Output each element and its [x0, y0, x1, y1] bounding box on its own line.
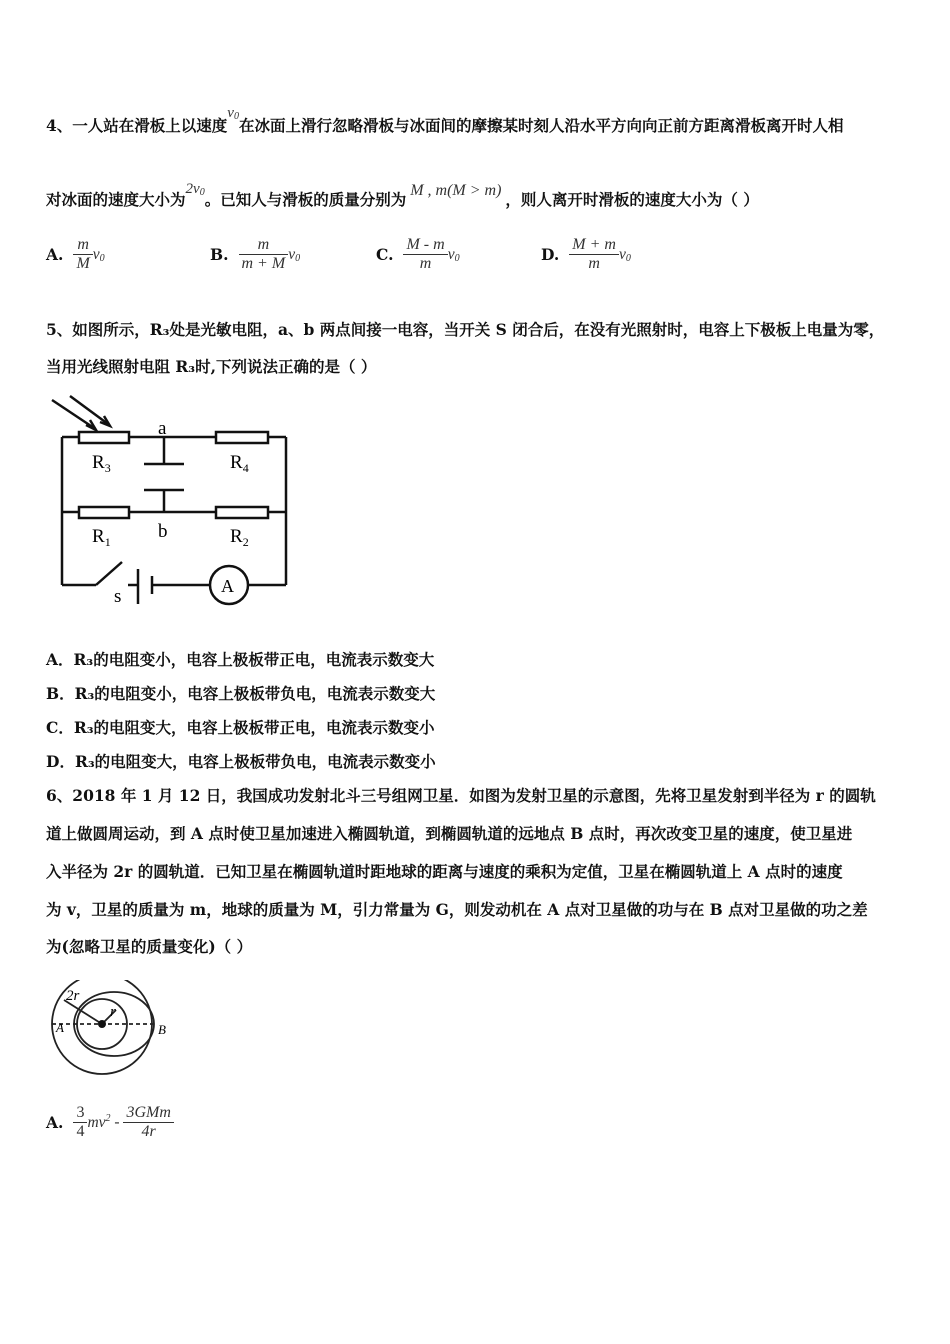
option-label: D.: [541, 245, 560, 264]
label-r: r: [110, 1004, 116, 1020]
resistor-r2: [216, 507, 268, 518]
label-s: s: [114, 586, 122, 607]
q6-line2: 道上做圆周运动，到 A 点时使卫星加速进入椭圆轨道，到椭圆轨道的远地点 B 点时，再次改变卫星的速度，使卫星进: [46, 824, 853, 843]
label-r3: $R_3$: [92, 452, 111, 475]
suffix-sub: 0: [99, 252, 105, 264]
label-ammeter: A: [221, 576, 234, 596]
suffix-letter: v: [618, 245, 626, 263]
label-2r: 2r: [66, 988, 80, 1004]
option-suffix: [619, 246, 631, 263]
option-fraction: [239, 236, 289, 273]
q6-line5: 为(忽略卫星的质量变化)（ ）: [46, 937, 253, 956]
q4-text-1a: 4、一人站在滑板上以速度: [46, 116, 228, 135]
frac-num: M - m: [406, 236, 445, 253]
switch-s: [96, 562, 122, 585]
label-r1: $R_1$: [92, 526, 111, 549]
frac-den: m: [403, 254, 447, 273]
q6-line1: 6、2018 年 1 月 12 日，我国成功发射北斗三号组网卫星．如图为发射卫星的示意图，先将卫星发射到半径为 r 的圆轨: [46, 786, 876, 805]
circuit-diagram: [44, 392, 294, 614]
option-fraction: [73, 236, 92, 273]
frac-den: m: [569, 254, 619, 273]
q5-option-b[interactable]: B．R₃的电阻变小，电容上极板带负电，电流表示数变大: [46, 684, 436, 703]
term-mv2: [87, 1114, 110, 1131]
q6-option-a[interactable]: [46, 1104, 174, 1141]
q4-line1: [46, 105, 844, 141]
q4-option-b[interactable]: [210, 236, 300, 273]
q5-line1: 5、如图所示，R₃处是光敏电阻，a、b 两点间接一电容，当开关 S 闭合后，在没有光照射时，电容上下极板上电量为零，: [46, 320, 885, 339]
q4-masses: M , m(M > m): [410, 182, 502, 199]
frac-num: m: [257, 236, 270, 253]
label-r4: $R_4$: [230, 452, 249, 475]
term-sup: 2: [105, 1112, 111, 1124]
suffix-sub: 0: [625, 252, 631, 264]
suffix-letter: v: [288, 245, 296, 263]
option-suffix: [448, 246, 460, 263]
label-point-b: B: [158, 1022, 166, 1037]
q5-line2: 当用光线照射电阻 R₃时,下列说法正确的是（ ）: [46, 357, 377, 376]
q4-2v0: [186, 181, 205, 197]
suffix-sub: 0: [295, 252, 301, 264]
frac-num: m: [77, 236, 89, 253]
option-label: A.: [46, 1113, 64, 1132]
frac-num: 3GMm: [126, 1104, 171, 1121]
q4-v0-sub: 0: [233, 111, 239, 122]
q5-option-a[interactable]: A．R₃的电阻变小，电容上极板带正电，电流表示数变大: [46, 650, 435, 669]
q4-text-2c: ，则人离开时滑板的速度大小为（ ）: [505, 190, 759, 209]
label-r2: $R_2$: [230, 526, 249, 549]
frac-den: M: [73, 254, 92, 273]
q4-text-2b: 。已知人与滑板的质量分别为: [204, 190, 407, 209]
frac-num: 3: [76, 1104, 85, 1121]
option-suffix: [93, 246, 105, 263]
q5-option-c[interactable]: C．R₃的电阻变大，电容上极板带正电，电流表示数变小: [46, 718, 435, 737]
resistor-r3: [79, 432, 129, 443]
q4-text-1b: 在冰面上滑行忽略滑板与冰面间的摩擦某时刻人沿水平方向向正前方距离滑板离开时人相: [238, 116, 844, 135]
option-suffix: [288, 246, 300, 263]
orbit-diagram: [44, 980, 184, 1076]
label-b: b: [158, 521, 168, 542]
q4-v0: [227, 105, 239, 121]
q4-2v0-letter: 2v: [185, 181, 200, 197]
label-a: a: [158, 418, 167, 439]
minus-sign: -: [110, 1113, 124, 1131]
suffix-letter: v: [92, 245, 100, 263]
frac-den: m + M: [239, 254, 289, 273]
q4-text-2a: 对冰面的速度大小为: [46, 190, 186, 209]
q4-option-d[interactable]: [541, 236, 631, 273]
q4-option-c[interactable]: [376, 236, 460, 273]
term-mv: mv: [87, 1114, 106, 1132]
frac-num: M + m: [572, 236, 616, 253]
q4-option-a[interactable]: [46, 236, 105, 273]
q6-line3: 入半径为 2r 的圆轨道．已知卫星在椭圆轨道时距地球的距离与速度的乘积为定值，卫星在椭圆轨道上 A 点时的速度: [46, 862, 843, 881]
resistor-r4: [216, 432, 268, 443]
suffix-letter: v: [447, 245, 455, 263]
resistor-r1: [79, 507, 129, 518]
option-label: C.: [376, 245, 394, 264]
q4-line2: [46, 181, 759, 215]
label-point-a: A: [56, 1020, 64, 1035]
option-label: A.: [46, 245, 64, 264]
suffix-sub: 0: [454, 252, 460, 264]
q4-v0-letter: v: [227, 105, 234, 121]
fraction-three-quarters: [73, 1104, 87, 1141]
q4-2v0-sub: 0: [199, 187, 205, 198]
frac-den: 4: [73, 1122, 87, 1141]
option-fraction: [403, 236, 447, 273]
q5-option-d[interactable]: D．R₃的电阻变大，电容上极板带负电，电流表示数变小: [46, 752, 436, 771]
option-fraction: [569, 236, 619, 273]
q6-line4: 为 v，卫星的质量为 m，地球的质量为 M，引力常量为 G，则发动机在 A 点对卫星做的功与在 B 点对卫星做的功之差: [46, 900, 868, 919]
frac-den: 4r: [123, 1122, 173, 1141]
fraction-gmm: [123, 1104, 173, 1141]
option-label: B.: [210, 245, 229, 264]
